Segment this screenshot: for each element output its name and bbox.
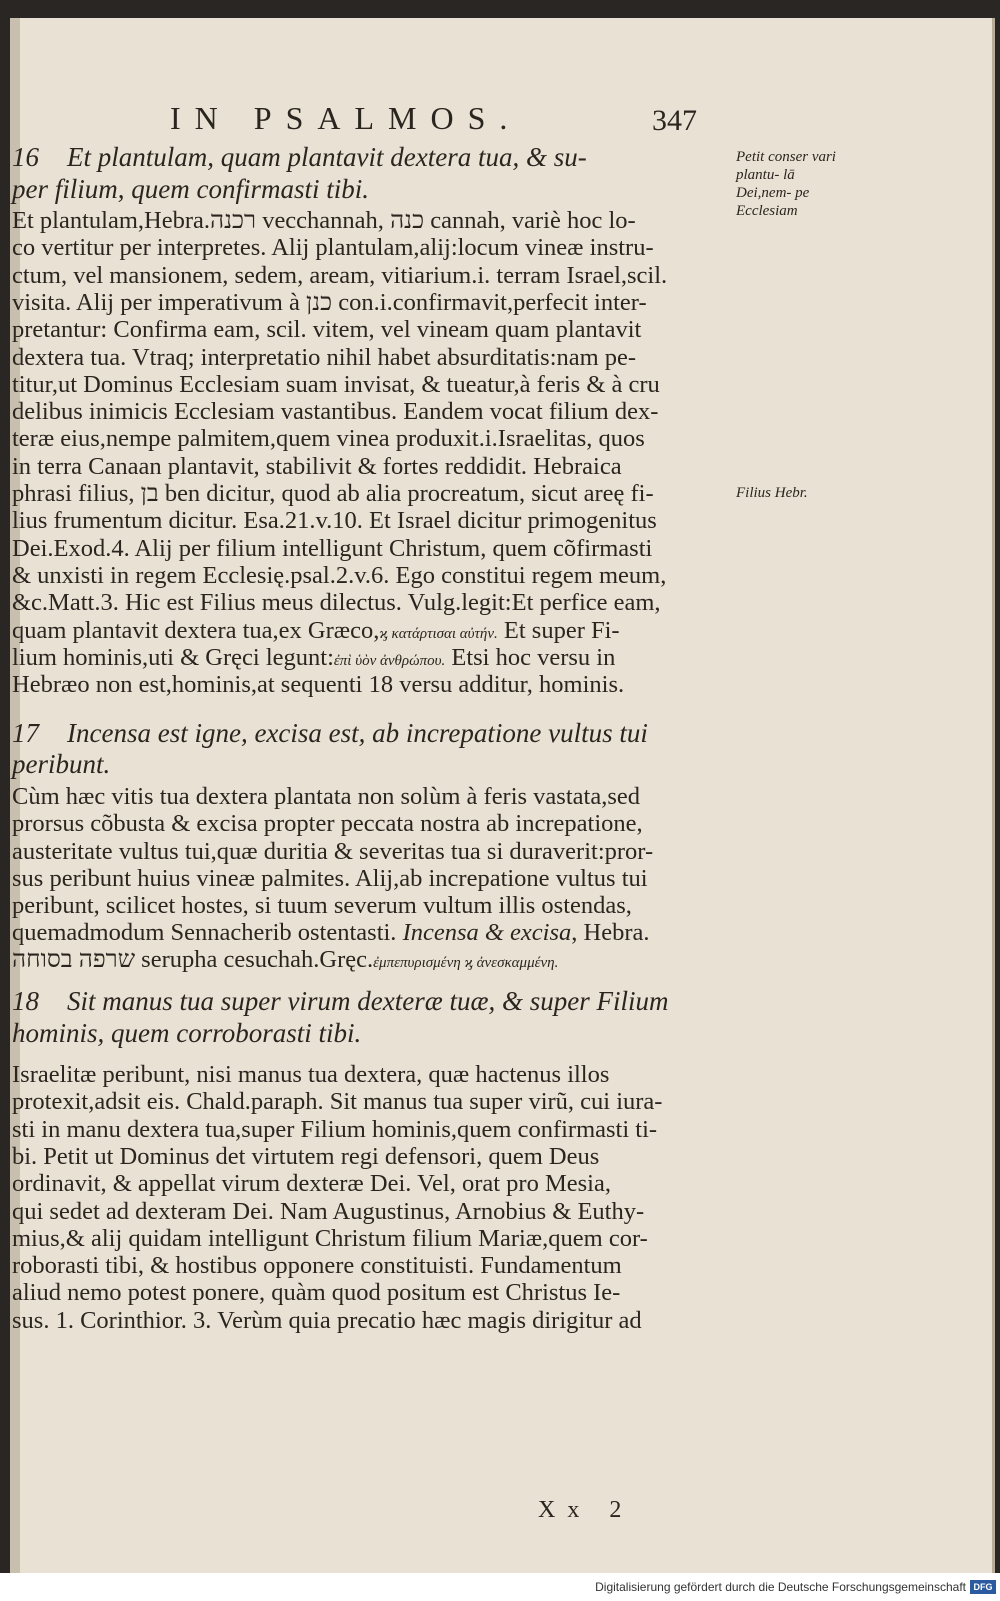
commentary-line: ctum, vel mansionem, sedem, aream, vitiarium.i. terram Israel,scil.	[12, 261, 668, 289]
commentary-line: sus. 1. Corinthior. 3. Verùm quia precatio hæc magis dirigitur ad	[12, 1306, 642, 1334]
commentary-line: austeritate vultus tui,quæ duritia & severitas tua si duraverit:pror-	[12, 837, 654, 865]
commentary-line: pretantur: Confirma eam, scil. vitem, vel vineam quam plantavit	[12, 316, 642, 344]
commentary-line: dextera tua. Vtraq; interpretatio nihil habet absurditatis:nam pe-	[12, 343, 637, 371]
verse-text: Incensa est igne, excisa est, ab increpatione vultus tui	[67, 718, 648, 748]
text-span: quemadmodum Sennacherib ostentasti.	[12, 919, 397, 946]
text-span: , Hebra.	[571, 919, 650, 946]
commentary-line: prorsus cõbusta & excisa propter peccata nostra ab increpatione,	[12, 810, 643, 838]
verse-number: 16	[12, 142, 39, 172]
greek-text: ἐμπεπυρισμένη ϗ ἀνεσκαμμένη.	[373, 955, 559, 971]
verse-16-line-1	[12, 142, 732, 172]
text-span: quam plantavit dextera tua,ex Græco,	[12, 617, 380, 644]
verse-number: 18	[12, 986, 39, 1016]
commentary-line: qui sedet ad dexteram Dei. Nam Augustinus, Arnobius & Euthy-	[12, 1197, 645, 1225]
dfg-logo: DFG	[970, 1580, 996, 1594]
commentary-line: visita. Alij per imperativum à כנן con.i.confirmavit,perfecit inter-	[12, 288, 647, 316]
hebrew-text: שרפה בסוחה serupha cesuchah.Gręc.	[12, 946, 374, 973]
italic-text: Incensa & excisa	[402, 919, 572, 946]
verse-17-line-2: peribunt.	[12, 749, 111, 779]
text-span: Et super Fi-	[497, 617, 620, 644]
commentary-line: sus peribunt huius vineæ palmites. Alij,ab increpatione vultus tui	[12, 864, 648, 892]
commentary-line: co vertitur per interpretes. Alij plantulam,alij:locum vineæ instru-	[12, 234, 654, 262]
commentary-line: & unxisti in regem Ecclesię.psal.2.v.6. Ego constitui regem meum,	[12, 561, 667, 589]
commentary-line: &c.Matt.3. Hic est Filius meus dilectus. Vulg.legit:Et perfice eam,	[12, 589, 661, 617]
commentary-line: ordinavit, & appellat virum dexteræ Dei. Vel, orat pro Mesia,	[12, 1170, 611, 1198]
commentary-line: mius,& alij quidam intelligunt Christum filium Mariæ,quem cor-	[12, 1224, 648, 1252]
text-span: lium hominis,uti & Gręci legunt:	[12, 644, 334, 671]
commentary-line: delibus inimicis Ecclesiam vastantibus. Eandem vocat filium dex-	[12, 398, 659, 426]
commentary-line: peribunt, scilicet hostes, si tuum severum vultum illis ostendas,	[12, 892, 632, 920]
verse-17-line-1	[12, 718, 732, 748]
text-span: Etsi hoc versu in	[445, 644, 616, 671]
verse-text: Et plantulam, quam plantavit dextera tua, & su-	[67, 142, 587, 172]
verse-number: 17	[12, 718, 39, 748]
commentary-line: protexit,adsit eis. Chald.paraph. Sit manus tua super virũ, cui iura-	[12, 1088, 663, 1116]
commentary-line: in terra Canaan plantavit, stabilivit & fortes reddidit. Hebraica	[12, 452, 622, 480]
verse-text: Sit manus tua super virum dexteræ tuæ, & super Filium	[67, 986, 669, 1016]
verse-18-line-1	[12, 986, 732, 1016]
commentary-line: teræ eius,nempe palmitem,quem vinea produxit.i.Israelitas, quos	[12, 425, 645, 453]
commentary-line: Dei.Exod.4. Alij per filium intelligunt Christum, quem cõfirmasti	[12, 534, 653, 562]
commentary-line: roborasti tibi, & hostibus opponere constituisti. Fundamentum	[12, 1252, 622, 1280]
footer-text: Digitalisierung gefördert durch die Deutsche Forschungsgemeinschaft	[595, 1580, 966, 1594]
margin-note-ecclesia: Petit conser vari plantu- lā Dei,nem- pe Ecclesiam	[736, 149, 836, 219]
verse-18-line-2: hominis, quem corroborasti tibi.	[12, 1018, 362, 1048]
greek-text: ἐπὶ ὑὸν ἀνθρώπου.	[333, 653, 446, 669]
footer-bar	[0, 1573, 1000, 1601]
commentary-17-hebrew-line	[12, 946, 732, 977]
commentary-line: Et plantulam,Hebra.רכנה vecchannah, כנה cannah, variè hoc lo-	[12, 207, 636, 234]
commentary-line: Israelitæ peribunt, nisi manus tua dextera, quæ hactenus illos	[12, 1061, 610, 1088]
commentary-17-italic-line	[12, 919, 732, 946]
signature-mark: Xx 2	[538, 1497, 634, 1523]
verse-16-line-2: per filium, quem confirmasti tibi.	[12, 174, 369, 204]
page-number: 347	[652, 104, 697, 137]
margin-note-filius: Filius Hebr.	[736, 485, 808, 501]
commentary-line: sti in manu dextera tua,super Filium hominis,quem confirmasti ti-	[12, 1115, 658, 1143]
commentary-16-last-line: Hebræo non est,hominis,at sequenti 18 versu additur, hominis.	[12, 671, 625, 698]
commentary-line: titur,ut Dominus Ecclesiam suam invisat, & tueatur,à feris & à cru	[12, 370, 660, 398]
commentary-line: aliud nemo potest ponere, quàm quod positum est Christus Ie-	[12, 1279, 621, 1307]
greek-text: ϗ κατάρτισαι αὐτήν.	[379, 626, 498, 642]
running-head: IN PSALMOS.	[170, 100, 522, 136]
commentary-line: Cùm hæc vitis tua dextera plantata non solùm à feris vastata,sed	[12, 783, 640, 810]
commentary-line: phrasi filius, בן ben dicitur, quod ab alia procreatum, sicut areę fi-	[12, 480, 654, 507]
commentary-line: lius frumentum dicitur. Esa.21.v.10. Et Israel dicitur primogenitus	[12, 507, 657, 535]
commentary-line: bi. Petit ut Dominus det virtutem regi defensori, quem Deus	[12, 1142, 600, 1170]
